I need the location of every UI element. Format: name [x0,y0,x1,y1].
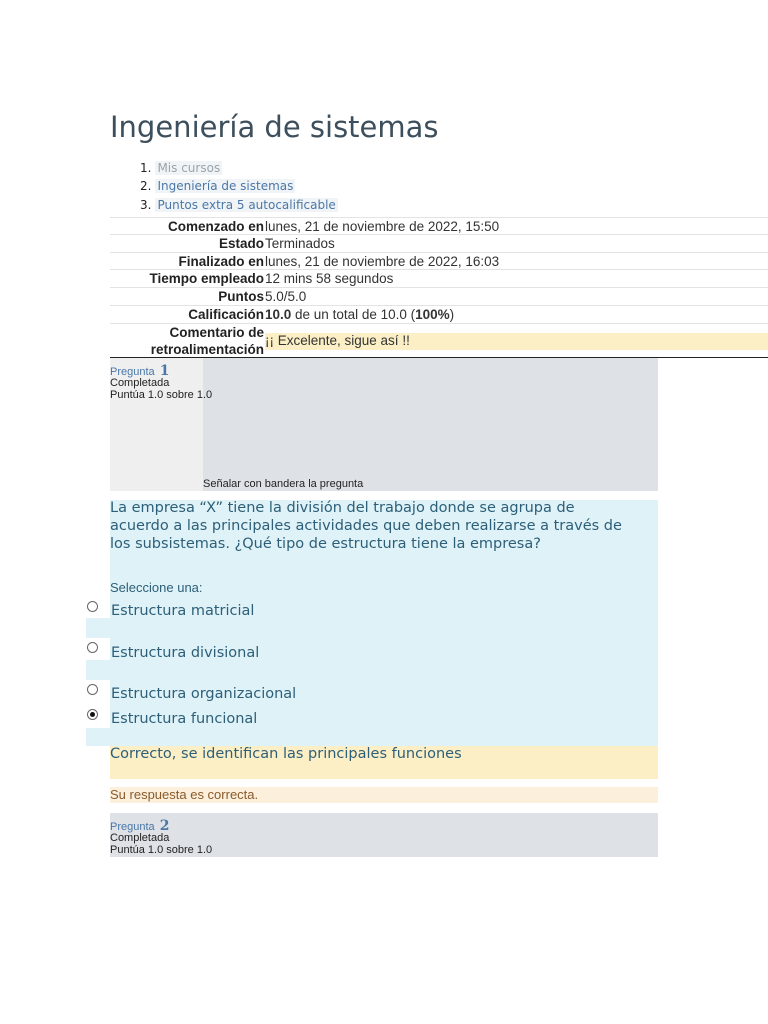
question1-state: Completada [110,377,170,389]
option-gap [86,618,110,638]
summary-value: 12 mins 58 segundos [265,271,394,286]
option-gap [86,728,110,746]
summary-value: Terminados [265,236,335,251]
summary-label: Calificación [188,307,264,322]
option-label-1[interactable]: Estructura matricial [111,603,255,619]
summary-label: Comenzado en [167,219,264,234]
option-radio-4-selected[interactable] [87,709,98,720]
grade-value: 10.0 [265,307,292,322]
summary-value: 5.0/5.0 [265,289,307,304]
option-label-4[interactable]: Estructura funcional [111,711,258,727]
breadcrumb-number: 1. [140,161,152,175]
question1-grade: Puntúa 1.0 sobre 1.0 [110,389,213,401]
summary-label-line1: Comentario de [169,325,264,340]
question2-info [110,813,658,857]
outcome-box [110,787,658,803]
question2-grade: Puntúa 1.0 sobre 1.0 [110,844,213,856]
question1-info [110,358,658,491]
question1-text-line2: acuerdo a las principales actividades que deben realizarse a través de [110,518,622,534]
page-title: Ingeniería de sistemas [110,110,439,144]
summary-label-line2: retroalimentación [150,342,264,357]
specific-feedback-box [110,746,658,779]
specific-feedback-text: Correcto, se identifican las principales funciones [110,746,462,762]
option-radio-1[interactable] [87,601,98,612]
option-radio-3[interactable] [87,684,98,695]
summary-label: Finalizado en [178,254,264,269]
question1-text-line3: los subsistemas. ¿Qué tipo de estructura tiene la empresa? [110,536,541,552]
breadcrumb-link-quiz[interactable]: Puntos extra 5 autocalificable [157,198,336,212]
summary-label: Tiempo empleado [149,271,264,286]
breadcrumb-item-1[interactable] [140,161,222,175]
summary-value: lunes, 21 de noviembre de 2022, 16:03 [265,254,500,269]
summary-row-finished [110,252,768,270]
breadcrumb-number: 3. [140,198,152,212]
flag-question-link[interactable]: Señalar con bandera la pregunta [203,478,364,490]
breadcrumb-link-mis-cursos[interactable]: Mis cursos [157,161,221,175]
summary-label: Puntos [218,289,264,304]
option-label-2[interactable]: Estructura divisional [111,645,260,661]
summary-row-grade [110,305,768,324]
summary-label: Estado [218,236,264,251]
breadcrumb-item-2[interactable] [140,179,295,193]
overall-feedback-text: ¡¡ Excelente, sigue así !! [265,333,410,348]
breadcrumb-item-3[interactable] [140,198,338,212]
option-radio-2[interactable] [87,642,98,653]
summary-row-state [110,234,768,252]
question1-text-line1: La empresa “X” tiene la división del trabajo donde se agrupa de [110,500,575,516]
question1-content [110,500,658,746]
grade-total: de un total de 10.0 ( [291,307,416,322]
question-label: Pregunta [110,366,155,378]
answer-prompt: Seleccione una: [110,580,203,595]
question-number: 1 [159,363,170,379]
outcome-text: Su respuesta es correcta. [110,787,259,802]
question2-state: Completada [110,832,170,844]
breadcrumb-link-course[interactable]: Ingeniería de sistemas [157,179,294,193]
summary-value [265,307,454,322]
summary-row-feedback [110,323,768,358]
summary-value: lunes, 21 de noviembre de 2022, 15:50 [265,219,500,234]
grade-close: ) [449,307,455,322]
option-gap [86,660,110,680]
summary-row-time [110,269,768,288]
question-label: Pregunta [110,821,155,833]
grade-percent: 100% [415,307,450,322]
option-label-3[interactable]: Estructura organizacional [111,686,297,702]
question-number: 2 [159,818,170,834]
summary-row-points [110,287,768,306]
breadcrumb-number: 2. [140,179,152,193]
summary-row-started [110,217,768,235]
overall-feedback-box [265,333,768,350]
